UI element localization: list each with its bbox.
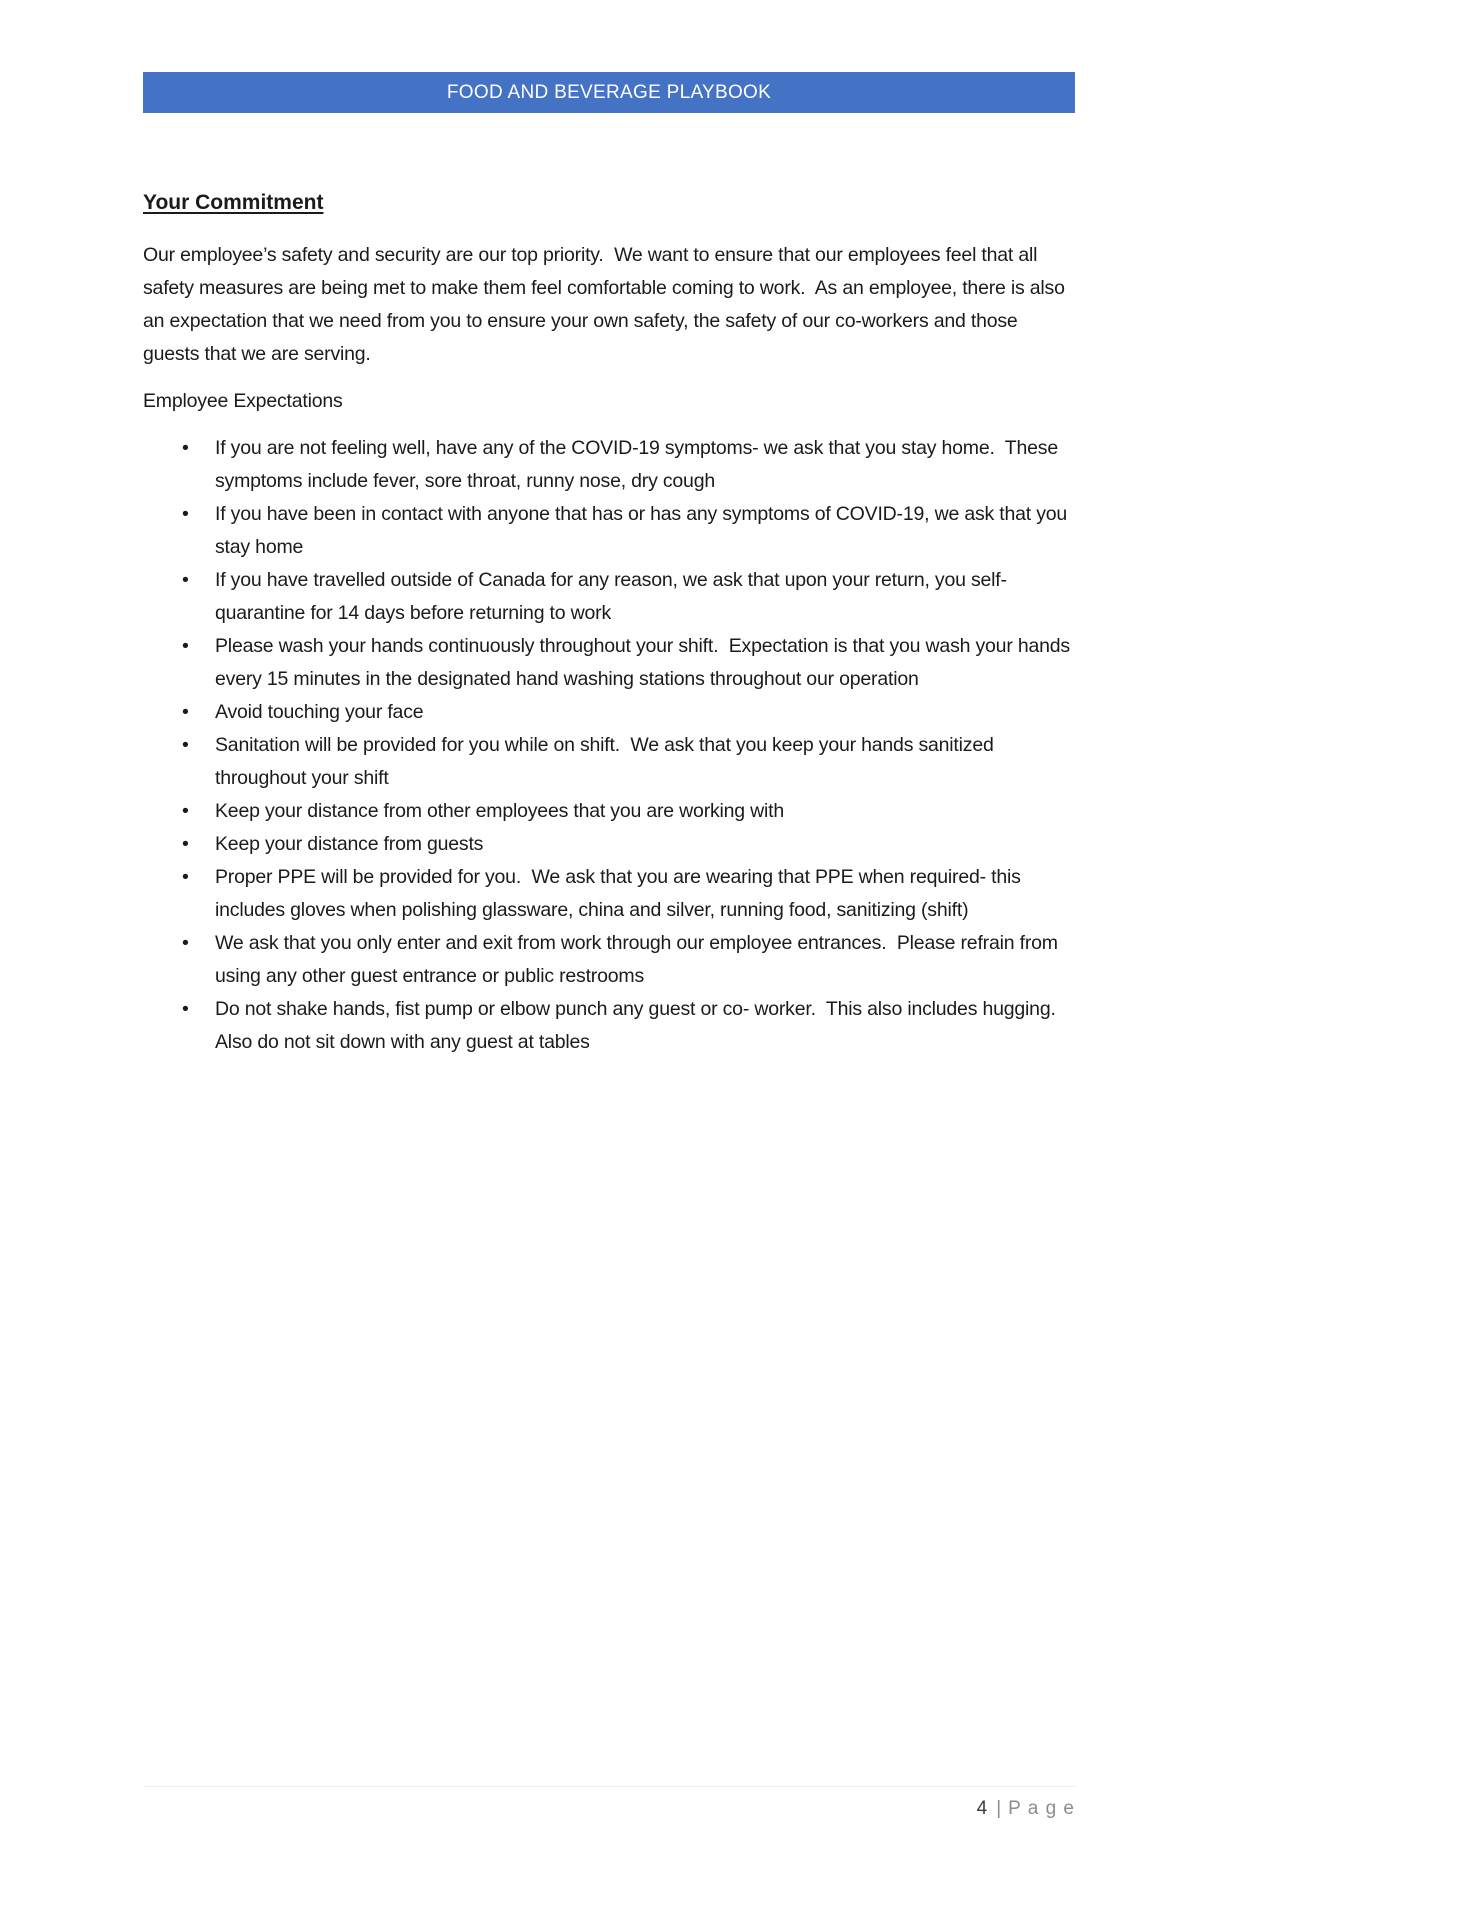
list-item	[143, 795, 1075, 828]
bullet-text: If you are not feeling well, have any of the COVID-19 symptoms- we ask that you stay home. These symptoms include fever, sore throat, runny nose, dry cough	[215, 437, 1064, 492]
footer-page-label: P a g e	[1008, 1798, 1075, 1819]
bullet-text: We ask that you only enter and exit from work through our employee entrances. Please refrain from using any other guest entrance or public restrooms	[215, 932, 1064, 987]
bullet-marker: •	[182, 701, 189, 723]
list-item	[143, 828, 1075, 861]
bullet-text: Keep your distance from other employees that you are working with	[215, 800, 785, 822]
page-content	[143, 72, 1075, 1059]
list-item	[143, 861, 1075, 927]
list-item	[143, 729, 1075, 795]
bullet-marker: •	[182, 866, 189, 888]
list-item	[143, 927, 1075, 993]
bullet-text: If you have travelled outside of Canada for any reason, we ask that upon your return, you self-quarantine for 14 days before returning to work	[215, 569, 1007, 624]
bullet-text: Sanitation will be provided for you while on shift. We ask that you keep your hands sanitized throughout your shift	[215, 734, 999, 789]
list-item	[143, 432, 1075, 498]
bullet-marker: •	[182, 734, 189, 756]
list-item	[143, 630, 1075, 696]
list-item	[143, 993, 1075, 1059]
list-item	[143, 564, 1075, 630]
bullet-text: Avoid touching your face	[215, 701, 424, 723]
header-banner	[143, 72, 1075, 113]
bullet-text: Proper PPE will be provided for you. We ask that you are wearing that PPE when required- this includes gloves when polishing glassware, china and silver, running food, sanitizing (shift)	[215, 866, 1026, 921]
bullet-marker: •	[182, 635, 189, 657]
banner-title: FOOD AND BEVERAGE PLAYBOOK	[446, 81, 772, 103]
bullet-text: Do not shake hands, fist pump or elbow punch any guest or co- worker. This also includes hugging. Also do not sit down with any guest at tables	[215, 998, 1060, 1053]
bullet-list	[143, 432, 1075, 1059]
bullet-marker: •	[182, 800, 189, 822]
section-heading: Your Commitment	[143, 191, 324, 214]
bullet-marker: •	[182, 833, 189, 855]
bullet-marker: •	[182, 998, 189, 1020]
list-item	[143, 498, 1075, 564]
bullet-text: Please wash your hands continuously throughout your shift. Expectation is that you wash your hands every 15 minutes in the designated hand washing stations throughout our operation	[215, 635, 1076, 690]
bullet-marker: •	[182, 569, 189, 591]
page-number: 4	[976, 1798, 988, 1819]
list-item	[143, 696, 1075, 729]
footer-separator: |	[996, 1798, 1002, 1819]
page-footer	[143, 1786, 1075, 1820]
bullet-marker: •	[182, 503, 189, 525]
bullet-text: If you have been in contact with anyone that has or has any symptoms of COVID-19, we ask that you stay home	[215, 503, 1073, 558]
intro-paragraph: Our employee’s safety and security are our top priority. We want to ensure that our employees feel that all safety measures are being met to make them feel comfortable coming to work. As an employee, there is also an expectation that we need from you to ensure your own safety, the safety of our co-workers and those guests that we are serving.	[143, 244, 1070, 365]
bullet-text: Keep your distance from guests	[215, 833, 484, 855]
bullet-marker: •	[182, 437, 189, 459]
subheading-employee-expectations: Employee Expectations	[143, 390, 343, 412]
bullet-marker: •	[182, 932, 189, 954]
